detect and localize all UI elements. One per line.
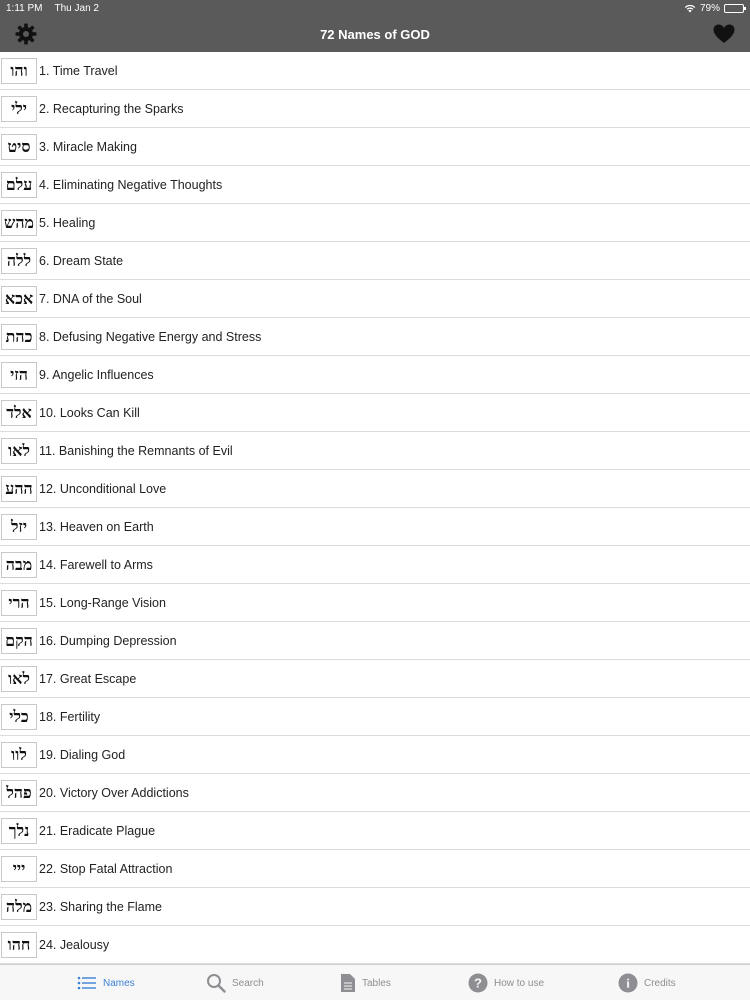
hebrew-letters: הזי bbox=[1, 362, 37, 388]
list-item-label: 16. Dumping Depression bbox=[39, 633, 177, 648]
list-item-label: 4. Eliminating Negative Thoughts bbox=[39, 177, 223, 192]
tab-label: How to use bbox=[494, 977, 545, 989]
list-item-label: 24. Jealousy bbox=[39, 937, 110, 952]
list-item[interactable] bbox=[0, 280, 750, 318]
list-item-label: 11. Banishing the Remnants of Evil bbox=[39, 443, 233, 458]
list-item[interactable] bbox=[0, 888, 750, 926]
tab-label: Credits bbox=[644, 977, 676, 989]
navigation-bar bbox=[0, 16, 750, 52]
names-list bbox=[0, 52, 750, 964]
list-item-label: 6. Dream State bbox=[39, 253, 124, 268]
list-item-label: 1. Time Travel bbox=[39, 63, 118, 78]
list-item-label: 10. Looks Can Kill bbox=[39, 405, 140, 420]
status-date: Thu Jan 2 bbox=[54, 2, 99, 14]
list-item[interactable] bbox=[0, 584, 750, 622]
list-item[interactable] bbox=[0, 926, 750, 964]
question-icon bbox=[468, 973, 488, 993]
list-icon bbox=[77, 975, 97, 991]
status-time: 1:11 PM bbox=[6, 2, 43, 14]
list-item[interactable] bbox=[0, 318, 750, 356]
list-item[interactable] bbox=[0, 356, 750, 394]
heart-icon[interactable] bbox=[712, 22, 736, 46]
hebrew-letters: לאו bbox=[1, 666, 37, 692]
hebrew-letters: מבה bbox=[1, 552, 37, 578]
list-item[interactable] bbox=[0, 660, 750, 698]
hebrew-letters: עלם bbox=[1, 172, 37, 198]
list-item[interactable] bbox=[0, 90, 750, 128]
list-item-label: 21. Eradicate Plague bbox=[39, 823, 156, 838]
list-item[interactable] bbox=[0, 470, 750, 508]
list-item-label: 14. Farewell to Arms bbox=[39, 557, 153, 572]
list-item[interactable] bbox=[0, 812, 750, 850]
tab-credits[interactable] bbox=[618, 965, 676, 1000]
status-bar bbox=[0, 0, 750, 16]
list-item[interactable] bbox=[0, 128, 750, 166]
list-item[interactable] bbox=[0, 242, 750, 280]
list-item[interactable] bbox=[0, 432, 750, 470]
list-item[interactable] bbox=[0, 394, 750, 432]
list-item-label: 18. Fertility bbox=[39, 709, 101, 724]
list-item-label: 3. Miracle Making bbox=[39, 139, 137, 154]
hebrew-letters: ייי bbox=[1, 856, 37, 882]
battery-icon bbox=[724, 4, 744, 13]
document-icon bbox=[340, 973, 356, 993]
list-item-label: 12. Unconditional Love bbox=[39, 481, 167, 496]
tab-names[interactable] bbox=[77, 965, 135, 1000]
hebrew-letters: סיט bbox=[1, 134, 37, 160]
list-item[interactable] bbox=[0, 698, 750, 736]
hebrew-letters: מהש bbox=[1, 210, 37, 236]
svg-text:?: ? bbox=[474, 975, 482, 991]
svg-text:i: i bbox=[626, 975, 630, 991]
hebrew-letters: לוו bbox=[1, 742, 37, 768]
list-item-label: 19. Dialing God bbox=[39, 747, 126, 762]
list-item-label: 22. Stop Fatal Attraction bbox=[39, 861, 173, 876]
hebrew-letters: ההע bbox=[1, 476, 37, 502]
battery-percent: 79% bbox=[699, 2, 720, 14]
tab-label: Tables bbox=[362, 977, 391, 989]
list-item[interactable] bbox=[0, 546, 750, 584]
list-item-label: 8. Defusing Negative Energy and Stress bbox=[39, 329, 262, 344]
tab-search[interactable] bbox=[206, 965, 264, 1000]
tab-how-to-use[interactable] bbox=[468, 965, 544, 1000]
list-item[interactable] bbox=[0, 622, 750, 660]
list-item-label: 17. Great Escape bbox=[39, 671, 137, 686]
hebrew-letters: אכא bbox=[1, 286, 37, 312]
list-item[interactable] bbox=[0, 850, 750, 888]
hebrew-letters: חהו bbox=[1, 932, 37, 958]
search-icon bbox=[206, 973, 226, 993]
list-item-label: 5. Healing bbox=[39, 215, 96, 230]
hebrew-letters: אלד bbox=[1, 400, 37, 426]
list-item[interactable] bbox=[0, 52, 750, 90]
hebrew-letters: פהל bbox=[1, 780, 37, 806]
list-item-label: 13. Heaven on Earth bbox=[39, 519, 154, 534]
list-item-label: 23. Sharing the Flame bbox=[39, 899, 162, 914]
list-item-label: 7. DNA of the Soul bbox=[39, 291, 142, 306]
info-icon bbox=[618, 973, 638, 993]
hebrew-letters: ללה bbox=[1, 248, 37, 274]
tab-label: Names bbox=[103, 977, 135, 989]
hebrew-letters: והו bbox=[1, 58, 37, 84]
list-item-label: 9. Angelic Influences bbox=[39, 367, 154, 382]
hebrew-letters: כהת bbox=[1, 324, 37, 350]
page-title: 72 Names of GOD bbox=[320, 26, 430, 42]
tab-bar bbox=[0, 964, 750, 1000]
hebrew-letters: ילי bbox=[1, 96, 37, 122]
hebrew-letters: כלי bbox=[1, 704, 37, 730]
hebrew-letters: לאו bbox=[1, 438, 37, 464]
hebrew-letters: הרי bbox=[1, 590, 37, 616]
hebrew-letters: נלך bbox=[1, 818, 37, 844]
list-item-label: 20. Victory Over Addictions bbox=[39, 785, 189, 800]
tab-label: Search bbox=[232, 977, 264, 989]
hebrew-letters: מלה bbox=[1, 894, 37, 920]
gear-icon[interactable] bbox=[14, 22, 38, 46]
tab-tables[interactable] bbox=[340, 965, 391, 1000]
status-right bbox=[684, 3, 744, 14]
list-item-label: 15. Long-Range Vision bbox=[39, 595, 166, 610]
list-item[interactable] bbox=[0, 204, 750, 242]
hebrew-letters: הקם bbox=[1, 628, 37, 654]
list-item[interactable] bbox=[0, 508, 750, 546]
list-item[interactable] bbox=[0, 736, 750, 774]
list-item[interactable] bbox=[0, 166, 750, 204]
wifi-icon bbox=[684, 4, 696, 13]
list-item-label: 2. Recapturing the Sparks bbox=[39, 101, 184, 116]
hebrew-letters: יזל bbox=[1, 514, 37, 540]
list-item[interactable] bbox=[0, 774, 750, 812]
